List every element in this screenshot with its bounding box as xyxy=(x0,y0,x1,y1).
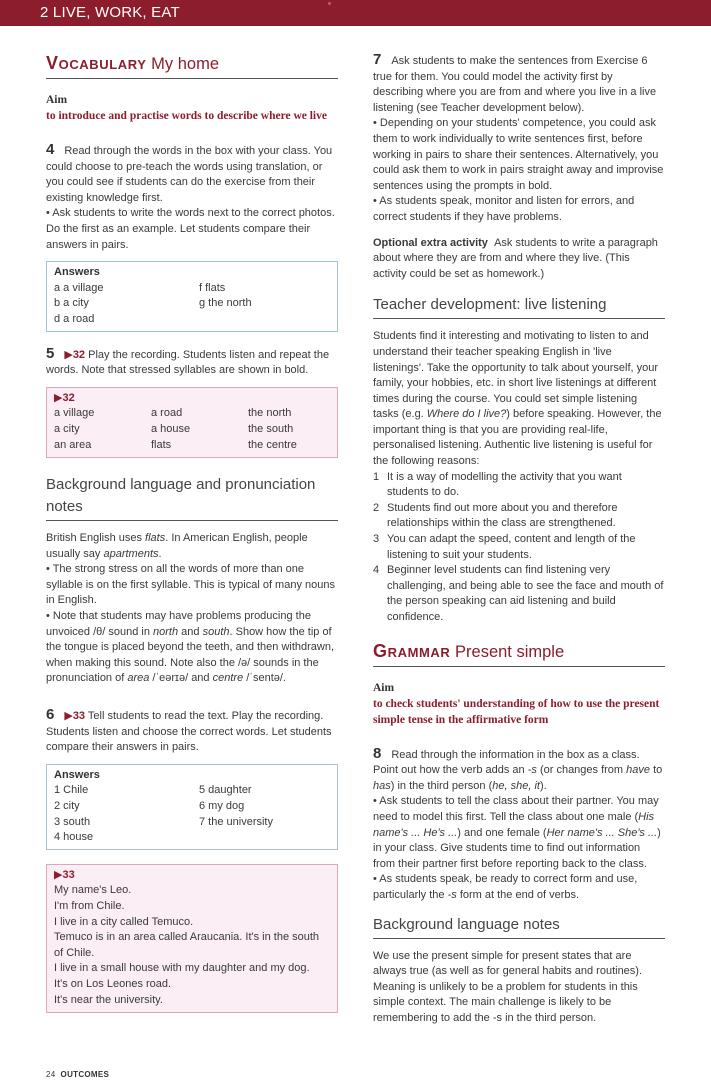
page-number: 24 xyxy=(46,1070,56,1079)
audio-track-icon: ▶︎ xyxy=(64,348,73,361)
script-word: the south xyxy=(248,422,294,435)
exercise-8-bullet: • Ask students to tell the class about their partner. You may need to model this first. Tell the class about one male (His name's ... He's ...) and one female (Her name's ... She's ...) in your class. Give students time to find out information from their partner first before reporting back to the class. xyxy=(373,795,661,870)
answer-item: f flats xyxy=(199,281,226,294)
reasons-list xyxy=(373,470,665,626)
list-item: 3 You can adapt the speed, content and length of the listening to suit your students. xyxy=(373,533,636,561)
book-title: OUTCOMES xyxy=(60,1070,110,1079)
exercise-7: 7 Ask students to make the sentences from Exercise 6 true for them. You could model the activity first by describing where you are from and where you live in a live listening (see Teacher development below). xyxy=(373,51,657,114)
aim-label: Aim xyxy=(373,681,395,694)
script-word: a house xyxy=(151,422,191,435)
list-item: 4 Beginner level students can find listening very challenging, and being able to see the face and mouth of the person speaking can aid listening and build confidence. xyxy=(373,564,664,623)
answers-label: Answers xyxy=(54,266,100,279)
right-column xyxy=(373,52,665,1027)
answer-item: 6 my dog xyxy=(199,800,245,812)
answer-item: 5 daughter xyxy=(199,784,252,797)
answers-box: Answers 1 Chile 2 city 3 south 4 house 5 daughter 6 my dog 7 the university xyxy=(46,764,338,850)
unit-header-bar xyxy=(0,0,711,26)
optional-extra-activity: Optional extra activity Ask students to write a paragraph about where they are from and where they live. (This activity could be set as homework.) xyxy=(373,236,658,280)
script-word: a city xyxy=(54,422,80,435)
script-line: I'm from Chile. xyxy=(54,899,125,912)
background-language-notes-title: Background language notes xyxy=(373,914,665,939)
exercise-7-bullet: • Depending on your students' competence, you could ask them to work individually to write sentences first, before working in pairs to share their sentences. Alternatively, you could ask them to work in pairs straight away and improvise sentences using the prompts in bold. xyxy=(373,117,664,192)
script-line: Temuco is in an area called Araucania. It's in the south of Chile. xyxy=(54,931,320,959)
aim-text: to introduce and practise words to describe where we live xyxy=(46,110,327,122)
exercise-number: 4 xyxy=(46,141,55,158)
script-word: flats xyxy=(151,438,172,451)
exercise-4: 4 Read through the words in the box with your class. You could choose to pre-teach the words using translation, or you could see if students can do the exercise from their existing knowledge first. xyxy=(46,141,333,204)
exercise-6: 6 ▶︎33 Tell students to read the text. Play the recording. Students listen and choose the correct words. Let students compare their answers in pairs. xyxy=(46,706,332,754)
exercise-7-bullet: • As students speak, monitor and listen for errors, and correct students if they have problems. xyxy=(373,195,635,223)
answer-item: 3 south xyxy=(54,815,91,828)
answer-item: d a road xyxy=(54,312,95,325)
background-note: • The strong stress on all the words of more than one syllable is on the first syllable. This is typical of many nouns in English. xyxy=(46,563,335,607)
exercise-8: 8 Read through the information in the box as a class. Point out how the verb adds an -s (or changes from have to has) in the third person (he, she, it). xyxy=(373,744,663,792)
script-word: a village xyxy=(54,407,95,420)
script-word: the centre xyxy=(248,438,297,451)
background-note: British English uses flats. In American English, people usually say apartments. xyxy=(46,532,308,560)
answer-item: 4 house xyxy=(54,831,94,844)
teacher-development-text: Students find it interesting and motivating to listen to and understand their teacher speaking English in 'live listenings'. Take the opportunity to talk about yourself, your family, your hobbies, etc. in short live listenings at different times during the course. You could set simple listening tasks (e.g. Where do I live?) before speaking. However, the important thing is that you are providing real-life, personalised listening. Authentic live listening is useful for the following reasons: xyxy=(373,330,662,468)
answers-box xyxy=(46,261,338,331)
script-line: I live in a city called Temuco. xyxy=(54,915,194,928)
answer-item: a a village xyxy=(54,281,104,294)
background-note: • Note that students may have problems producing the unvoiced /θ/ sound in north and south. Show how the tip of the tongue is placed beyond the teeth, and then withdrawn, when making this sound. Note also the /ə/ sounds in the pronunciation of area /ˈeərɪə/ and centre /ˈsentə/. xyxy=(46,610,335,685)
answer-item: g the north xyxy=(199,297,252,310)
grammar-section-title: Grammar Present simple xyxy=(373,640,665,667)
script-word: a road xyxy=(151,407,183,420)
aim-label: Aim xyxy=(46,94,68,106)
audio-track-icon: ▶︎ xyxy=(54,391,63,404)
script-line: I live in a small house with my daughter and my dog. xyxy=(54,962,310,975)
answer-item: 7 the university xyxy=(199,815,273,828)
page-footer xyxy=(46,1070,109,1080)
aim-text: to check students' understanding of how to use the present simple tense in the affirmative form xyxy=(373,697,660,726)
script-line: It's near the university. xyxy=(54,993,163,1006)
answer-item: b a city xyxy=(54,297,89,310)
left-column xyxy=(46,52,338,1027)
exercise-4-bullet: • Ask students to write the words next to the correct photos. Do the first as an example. Let students compare their answers in pairs. xyxy=(46,207,335,251)
script-word: an area xyxy=(54,438,92,451)
script-word: the north xyxy=(248,407,292,420)
script-line: It's on Los Leones road. xyxy=(54,977,172,990)
script-line: My name's Leo. xyxy=(54,884,132,897)
background-note: We use the present simple for present states that are always true (as well as for general habits and routines). Meaning is unlikely to be a problem for students in this simple context. The main challenge is likely to be remembering to add the -s in the third person. xyxy=(373,949,643,1024)
exercise-8-bullet: • As students speak, be ready to correct form and use, particularly the -s form at the end of verbs. xyxy=(373,873,638,901)
answer-item: 2 city xyxy=(54,800,80,812)
exercise-5: 5 ▶︎32 Play the recording. Students listen and repeat the words. Note that stressed syllables are shown in bold. xyxy=(46,344,330,377)
list-item: 1 It is a way of modelling the activity that you want students to do. xyxy=(373,470,622,499)
unit-title: 2 LIVE, WORK, EAT xyxy=(40,4,180,21)
audioscript-box-32: ▶︎32 a village a city an area a road a house flats the north the south the centre xyxy=(46,387,338,458)
audio-track-icon: ▶︎ xyxy=(54,868,63,881)
audioscript-box-33: ▶︎33 My name's Leo. I'm from Chile. I live in a city called Temuco. Temuco is in an area called Araucania. It's in the south of Chile. I live in a small house with my daughter and my dog. It's on Los Leones road. It's near the university. xyxy=(46,864,338,1013)
teacher-development-title: Teacher development: live listening xyxy=(373,294,665,319)
vocabulary-section-title: Vocabulary My home xyxy=(46,52,338,79)
list-item: 2 Students find out more about you and therefore relationships within the class are strengthened. xyxy=(373,501,618,530)
audio-track-icon: ▶︎ xyxy=(64,710,73,723)
background-notes-title: Background language and pronunciation notes xyxy=(46,474,338,521)
answer-item: 1 Chile xyxy=(54,784,89,797)
decorative-dot xyxy=(328,2,331,5)
